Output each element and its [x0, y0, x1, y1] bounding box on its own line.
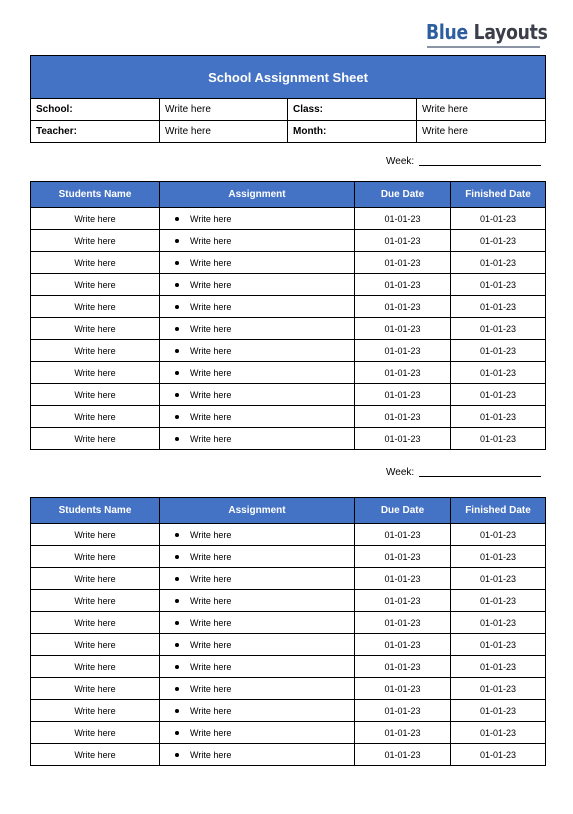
- bullet-icon: [175, 371, 179, 375]
- assignment-text: Write here: [190, 213, 232, 224]
- due-date-cell[interactable]: 01-01-23: [355, 590, 451, 612]
- finished-date-cell[interactable]: 01-01-23: [451, 744, 546, 766]
- due-date-cell[interactable]: 01-01-23: [355, 524, 451, 546]
- assignment-cell[interactable]: [160, 296, 355, 318]
- column-header-finished-date: Finished Date: [451, 182, 546, 208]
- finished-date-cell[interactable]: 01-01-23: [451, 546, 546, 568]
- assignment-cell[interactable]: [160, 230, 355, 252]
- finished-date-cell[interactable]: 01-01-23: [451, 590, 546, 612]
- assignment-cell[interactable]: [160, 700, 355, 722]
- assignment-cell[interactable]: [160, 634, 355, 656]
- finished-date-cell[interactable]: 01-01-23: [451, 612, 546, 634]
- due-date-cell[interactable]: 01-01-23: [355, 362, 451, 384]
- finished-date-cell[interactable]: 01-01-23: [451, 252, 546, 274]
- school-label: School:: [31, 99, 160, 121]
- assignment-text: Write here: [190, 573, 232, 584]
- bullet-icon: [175, 665, 179, 669]
- finished-date-cell[interactable]: 01-01-23: [451, 296, 546, 318]
- assignment-cell[interactable]: [160, 546, 355, 568]
- assignment-text: Write here: [190, 367, 232, 378]
- week-field[interactable]: [419, 156, 541, 166]
- table-row: [31, 722, 546, 744]
- column-header-assignment: Assignment: [160, 498, 355, 524]
- finished-date-cell[interactable]: 01-01-23: [451, 568, 546, 590]
- due-date-cell[interactable]: 01-01-23: [355, 568, 451, 590]
- bullet-icon: [175, 577, 179, 581]
- student-name-cell[interactable]: Write here: [31, 208, 160, 230]
- finished-date-cell[interactable]: 01-01-23: [451, 230, 546, 252]
- assignment-cell[interactable]: [160, 524, 355, 546]
- week-line-1: [386, 156, 541, 167]
- week-label: Week:: [386, 467, 415, 478]
- assignment-table: [30, 181, 546, 450]
- assignment-cell[interactable]: [160, 406, 355, 428]
- class-label: Class:: [288, 99, 417, 121]
- student-name-cell[interactable]: Write here: [31, 568, 160, 590]
- due-date-cell[interactable]: 01-01-23: [355, 634, 451, 656]
- bullet-icon: [175, 731, 179, 735]
- teacher-field[interactable]: Write here: [160, 121, 288, 143]
- student-name-cell[interactable]: Write here: [31, 678, 160, 700]
- table-row: [31, 208, 546, 230]
- bullet-icon: [175, 217, 179, 221]
- month-label: Month:: [288, 121, 417, 143]
- logo-word-layouts: Layouts: [473, 20, 548, 44]
- finished-date-cell[interactable]: 01-01-23: [451, 656, 546, 678]
- due-date-cell[interactable]: 01-01-23: [355, 612, 451, 634]
- bullet-icon: [175, 283, 179, 287]
- assignment-text: Write here: [190, 727, 232, 738]
- assignment-text: Write here: [190, 661, 232, 672]
- assignment-text: Write here: [190, 301, 232, 312]
- student-name-cell[interactable]: Write here: [31, 546, 160, 568]
- table-row: [31, 656, 546, 678]
- column-header-students-name: Students Name: [31, 182, 160, 208]
- column-header-assignment: Assignment: [160, 182, 355, 208]
- due-date-cell[interactable]: 01-01-23: [355, 656, 451, 678]
- table-row: [31, 406, 546, 428]
- table-row: [31, 546, 546, 568]
- assignment-text: Write here: [190, 389, 232, 400]
- school-field[interactable]: Write here: [160, 99, 288, 121]
- bullet-icon: [175, 621, 179, 625]
- assignment-cell[interactable]: [160, 384, 355, 406]
- bullet-icon: [175, 415, 179, 419]
- bullet-icon: [175, 753, 179, 757]
- table-row: [31, 612, 546, 634]
- student-name-cell[interactable]: Write here: [31, 722, 160, 744]
- week-line-2: [386, 467, 541, 478]
- assignment-text: Write here: [190, 683, 232, 694]
- student-name-cell[interactable]: Write here: [31, 296, 160, 318]
- bullet-icon: [175, 555, 179, 559]
- sheet-title: School Assignment Sheet: [31, 56, 546, 99]
- student-name-cell[interactable]: Write here: [31, 230, 160, 252]
- table-row: [31, 340, 546, 362]
- assignment-text: Write here: [190, 551, 232, 562]
- assignment-cell[interactable]: [160, 568, 355, 590]
- assignment-cell[interactable]: [160, 722, 355, 744]
- assignment-cell[interactable]: [160, 318, 355, 340]
- bullet-icon: [175, 687, 179, 691]
- due-date-cell[interactable]: 01-01-23: [355, 700, 451, 722]
- table-row: [31, 568, 546, 590]
- assignment-text: Write here: [190, 529, 232, 540]
- student-name-cell[interactable]: Write here: [31, 384, 160, 406]
- bullet-icon: [175, 305, 179, 309]
- week-label: Week:: [386, 156, 415, 167]
- bullet-icon: [175, 709, 179, 713]
- assignment-table: [30, 497, 546, 766]
- table-row: [31, 634, 546, 656]
- column-header-finished-date: Finished Date: [451, 498, 546, 524]
- table-row: [31, 296, 546, 318]
- assignment-cell[interactable]: [160, 428, 355, 450]
- due-date-cell[interactable]: 01-01-23: [355, 340, 451, 362]
- assignment-cell[interactable]: [160, 340, 355, 362]
- assignment-text: Write here: [190, 235, 232, 246]
- finished-date-cell[interactable]: 01-01-23: [451, 524, 546, 546]
- assignment-cell[interactable]: [160, 208, 355, 230]
- student-name-cell[interactable]: Write here: [31, 274, 160, 296]
- finished-date-cell[interactable]: 01-01-23: [451, 634, 546, 656]
- assignment-cell[interactable]: [160, 274, 355, 296]
- bullet-icon: [175, 437, 179, 441]
- assignment-text: Write here: [190, 279, 232, 290]
- finished-date-cell[interactable]: 01-01-23: [451, 406, 546, 428]
- student-name-cell[interactable]: Write here: [31, 612, 160, 634]
- due-date-cell[interactable]: 01-01-23: [355, 678, 451, 700]
- finished-date-cell[interactable]: 01-01-23: [451, 208, 546, 230]
- assignment-text: Write here: [190, 639, 232, 650]
- assignment-cell[interactable]: [160, 612, 355, 634]
- finished-date-cell[interactable]: 01-01-23: [451, 722, 546, 744]
- bullet-icon: [175, 533, 179, 537]
- finished-date-cell[interactable]: 01-01-23: [451, 428, 546, 450]
- assignment-text: Write here: [190, 257, 232, 268]
- finished-date-cell[interactable]: 01-01-23: [451, 318, 546, 340]
- sheet-header-table: [30, 55, 546, 143]
- bullet-icon: [175, 393, 179, 397]
- student-name-cell[interactable]: Write here: [31, 362, 160, 384]
- student-name-cell[interactable]: Write here: [31, 406, 160, 428]
- table-row: [31, 524, 546, 546]
- student-name-cell[interactable]: Write here: [31, 428, 160, 450]
- table-row: [31, 384, 546, 406]
- finished-date-cell[interactable]: 01-01-23: [451, 274, 546, 296]
- due-date-cell[interactable]: 01-01-23: [355, 274, 451, 296]
- student-name-cell[interactable]: Write here: [31, 340, 160, 362]
- bullet-icon: [175, 643, 179, 647]
- bullet-icon: [175, 261, 179, 265]
- student-name-cell[interactable]: Write here: [31, 524, 160, 546]
- table-row: [31, 230, 546, 252]
- student-name-cell[interactable]: Write here: [31, 590, 160, 612]
- due-date-cell[interactable]: 01-01-23: [355, 406, 451, 428]
- assignment-text: Write here: [190, 323, 232, 334]
- due-date-cell[interactable]: 01-01-23: [355, 722, 451, 744]
- finished-date-cell[interactable]: 01-01-23: [451, 340, 546, 362]
- class-field[interactable]: Write here: [417, 99, 546, 121]
- due-date-cell[interactable]: 01-01-23: [355, 230, 451, 252]
- assignment-text: Write here: [190, 433, 232, 444]
- student-name-cell[interactable]: Write here: [31, 700, 160, 722]
- teacher-label: Teacher:: [31, 121, 160, 143]
- due-date-cell[interactable]: 01-01-23: [355, 318, 451, 340]
- due-date-cell[interactable]: 01-01-23: [355, 384, 451, 406]
- due-date-cell[interactable]: 01-01-23: [355, 428, 451, 450]
- due-date-cell[interactable]: 01-01-23: [355, 744, 451, 766]
- finished-date-cell[interactable]: 01-01-23: [451, 678, 546, 700]
- column-header-due-date: Due Date: [355, 182, 451, 208]
- assignment-text: Write here: [190, 617, 232, 628]
- logo-word-blue: Blue: [426, 20, 468, 44]
- student-name-cell[interactable]: Write here: [31, 634, 160, 656]
- table-row: [31, 428, 546, 450]
- month-field[interactable]: Write here: [417, 121, 546, 143]
- week-field[interactable]: [419, 467, 541, 477]
- assignment-text: Write here: [190, 705, 232, 716]
- table-row: [31, 678, 546, 700]
- bullet-icon: [175, 239, 179, 243]
- assignment-cell[interactable]: [160, 744, 355, 766]
- bullet-icon: [175, 599, 179, 603]
- finished-date-cell[interactable]: 01-01-23: [451, 362, 546, 384]
- table-row: [31, 252, 546, 274]
- table-row: [31, 744, 546, 766]
- student-name-cell[interactable]: Write here: [31, 318, 160, 340]
- table-row: [31, 700, 546, 722]
- assignment-cell[interactable]: [160, 656, 355, 678]
- due-date-cell[interactable]: 01-01-23: [355, 546, 451, 568]
- bullet-icon: [175, 327, 179, 331]
- due-date-cell[interactable]: 01-01-23: [355, 252, 451, 274]
- bullet-icon: [175, 349, 179, 353]
- assignment-cell[interactable]: [160, 252, 355, 274]
- table-row: [31, 362, 546, 384]
- table-row: [31, 274, 546, 296]
- assignment-text: Write here: [190, 411, 232, 422]
- due-date-cell[interactable]: 01-01-23: [355, 296, 451, 318]
- column-header-students-name: Students Name: [31, 498, 160, 524]
- assignment-cell[interactable]: [160, 590, 355, 612]
- finished-date-cell[interactable]: 01-01-23: [451, 384, 546, 406]
- student-name-cell[interactable]: Write here: [31, 744, 160, 766]
- assignment-cell[interactable]: [160, 678, 355, 700]
- assignment-text: Write here: [190, 595, 232, 606]
- due-date-cell[interactable]: 01-01-23: [355, 208, 451, 230]
- finished-date-cell[interactable]: 01-01-23: [451, 700, 546, 722]
- assignment-text: Write here: [190, 749, 232, 760]
- logo-underline: [427, 46, 540, 48]
- column-header-due-date: Due Date: [355, 498, 451, 524]
- assignment-text: Write here: [190, 345, 232, 356]
- student-name-cell[interactable]: Write here: [31, 252, 160, 274]
- table-row: [31, 318, 546, 340]
- table-row: [31, 590, 546, 612]
- student-name-cell[interactable]: Write here: [31, 656, 160, 678]
- assignment-cell[interactable]: [160, 362, 355, 384]
